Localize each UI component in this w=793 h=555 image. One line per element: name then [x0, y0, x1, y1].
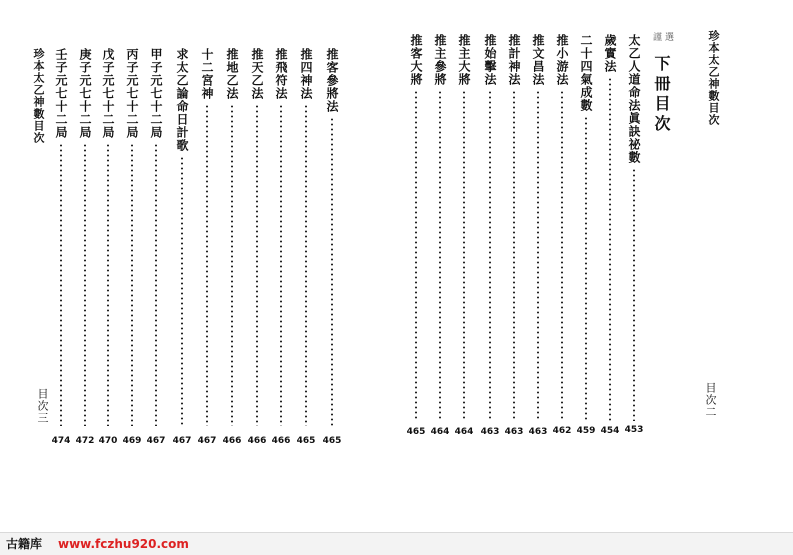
toc-entry-left-12[interactable]: [52, 48, 70, 432]
leader-dots: [463, 90, 465, 421]
entry-title: 丙子元七十二局: [125, 48, 139, 139]
toc-entry-left-7[interactable]: [173, 48, 191, 432]
toc-entry-left-2[interactable]: [297, 48, 315, 432]
entry-title: 推文昌法: [531, 34, 545, 86]
page-number: 467: [146, 436, 166, 446]
leader-dots: [206, 104, 208, 426]
leader-dots: [609, 77, 611, 421]
page-number: 463: [528, 427, 548, 437]
page-number: 464: [430, 427, 450, 437]
toc-entry-right-10[interactable]: [407, 34, 425, 427]
entry-title: 甲子元七十二局: [149, 48, 163, 139]
leader-dots: [107, 143, 109, 426]
toc-entry-left-11[interactable]: [76, 48, 94, 432]
leader-dots: [331, 117, 333, 426]
toc-entry-right-5[interactable]: [529, 34, 547, 427]
page-number: 454: [600, 426, 620, 436]
toc-entry-left-1[interactable]: [323, 48, 341, 432]
entry-title: 太乙人道命法眞訣祕數: [627, 34, 641, 164]
leader-dots: [181, 156, 183, 426]
entry-title: 二十四氣成數: [579, 34, 593, 112]
toc-entry-right-1[interactable]: [625, 34, 643, 427]
page-number: 462: [552, 426, 572, 436]
entry-title: 推主大將: [457, 34, 471, 86]
leader-dots: [231, 104, 233, 426]
page-number: 453: [624, 425, 644, 435]
right-page-header: 珍本太乙神數目次: [707, 30, 720, 126]
entry-title: 推客參將法: [325, 48, 339, 113]
page-number: 466: [247, 436, 267, 446]
page-number: 472: [75, 436, 95, 446]
leader-dots: [131, 143, 133, 426]
toc-entry-right-4[interactable]: [553, 34, 571, 427]
toc-entry-left-10[interactable]: [99, 48, 117, 432]
watermark-bar: [0, 532, 793, 555]
toc-entry-right-3[interactable]: [577, 34, 595, 427]
toc-entry-left-3[interactable]: [272, 48, 290, 432]
toc-entry-right-6[interactable]: [505, 34, 523, 427]
entry-title: 推始擊法: [483, 34, 497, 86]
page-number: 470: [98, 436, 118, 446]
leader-dots: [439, 90, 441, 421]
watermark-url[interactable]: www.fczhu920.com: [58, 537, 189, 551]
toc-entry-right-2[interactable]: [601, 34, 619, 427]
entry-title: 推小游法: [555, 34, 569, 86]
page-number: 465: [406, 427, 426, 437]
page-number: 474: [51, 436, 71, 446]
leader-dots: [415, 90, 417, 421]
toc-entry-left-4[interactable]: [248, 48, 266, 432]
leader-dots: [155, 143, 157, 426]
left-page-header: 珍本太乙神數目次: [32, 48, 45, 144]
toc-entry-right-9[interactable]: [431, 34, 449, 427]
toc-entry-left-6[interactable]: [198, 48, 216, 432]
entry-title: 壬子元七十二局: [54, 48, 68, 139]
toc-entry-left-5[interactable]: [223, 48, 241, 432]
entry-title: 推飛符法: [274, 48, 288, 100]
leader-dots: [537, 90, 539, 421]
page-number: 459: [576, 426, 596, 436]
page-number: 463: [480, 427, 500, 437]
stamp-mark: 選: [663, 32, 673, 42]
leader-dots: [489, 90, 491, 421]
watermark-site-name: 古籍库: [6, 537, 43, 551]
leader-dots: [256, 104, 258, 426]
right-page-marker: 目次二: [704, 382, 717, 418]
page-number: 467: [172, 436, 192, 446]
entry-title: 歲實法: [603, 34, 617, 73]
page-number: 463: [504, 427, 524, 437]
entry-title: 推四神法: [299, 48, 313, 100]
leader-dots: [305, 104, 307, 426]
toc-entry-right-7[interactable]: [481, 34, 499, 427]
entry-title: 求太乙論命日計歌: [175, 48, 189, 152]
leader-dots: [513, 90, 515, 421]
entry-title: 推天乙法: [250, 48, 264, 100]
toc-entry-left-8[interactable]: [147, 48, 165, 432]
stamp-mark: 謹: [651, 32, 661, 42]
leader-dots: [585, 116, 587, 421]
entry-title: 十二宮神: [200, 48, 214, 100]
page-number: 466: [222, 436, 242, 446]
page-number: 469: [122, 436, 142, 446]
entry-title: 推主參將: [433, 34, 447, 86]
leader-dots: [60, 143, 62, 426]
leader-dots: [561, 90, 563, 421]
toc-entry-right-8[interactable]: [455, 34, 473, 427]
entry-title: 推客大將: [409, 34, 423, 86]
leader-dots: [84, 143, 86, 426]
page-number: 464: [454, 427, 474, 437]
leader-dots: [280, 104, 282, 426]
entry-title: 推計神法: [507, 34, 521, 86]
section-title: 下冊目次: [652, 55, 671, 135]
entry-title: 庚子元七十二局: [78, 48, 92, 139]
toc-entry-left-9[interactable]: [123, 48, 141, 432]
leader-dots: [633, 168, 635, 421]
page-number: 466: [271, 436, 291, 446]
page-number: 467: [197, 436, 217, 446]
entry-title: 戊子元七十二局: [101, 48, 115, 139]
entry-title: 推地乙法: [225, 48, 239, 100]
left-page-marker: 目次三: [36, 388, 49, 424]
page-number: 465: [322, 436, 342, 446]
page-number: 465: [296, 436, 316, 446]
